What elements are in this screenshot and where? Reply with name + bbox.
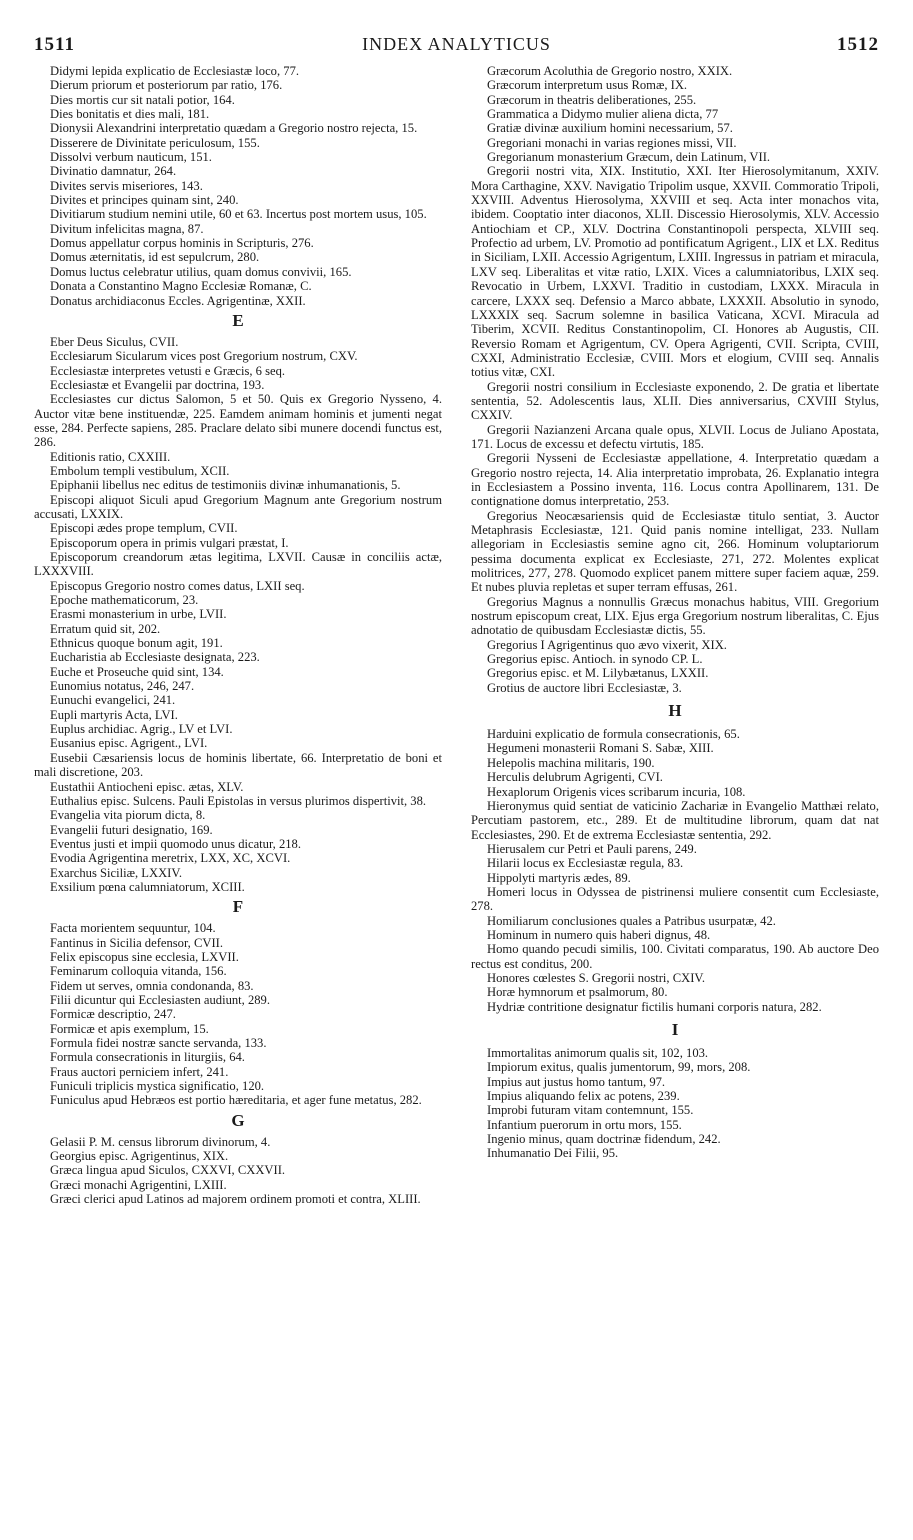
- index-entry: Fantinus in Sicilia defensor, CVII.: [50, 935, 223, 950]
- index-entry: Exarchus Siciliæ, LXXIV.: [50, 865, 182, 880]
- index-entry: Divitum infelicitas magna, 87.: [50, 221, 204, 236]
- index-entry: Gregorius Neocæsariensis quid de Ecclesiastæ titulo sentiat, 3. Auctor Metaphrasis Ecclesiastæ, 121. Quid panis nomine intelligat, 233. Nullam allegoriam in Ecclesiastis semine agno cit, 266. Hominum voluptariorum pessima documenta explicat ex Ecclesiaste, 271, 272. Molentes explicat molitrices, 277, 278. Quomodo explicet panem mittere super faciem aquæ, 259. Et nubes pluvia repletas et super terram effusas, 261.: [471, 508, 879, 595]
- index-entry: Formicæ et apis exemplum, 15.: [50, 1021, 209, 1036]
- right-column: [471, 64, 879, 1161]
- index-entry: Grotius de auctore libri Ecclesiastæ, 3.: [487, 680, 682, 695]
- section-letter: F: [232, 897, 244, 917]
- index-entry: Gratiæ divinæ auxilium homini necessarium, 57.: [487, 121, 733, 136]
- index-entry: Didymi lepida explicatio de Ecclesiastæ loco, 77.: [50, 64, 300, 78]
- index-entry: Episcoporum creandorum ætas legitima, LXVII. Causæ in conciliis actæ, LXXXVIII.: [34, 550, 442, 579]
- index-entry: Evangelii futuri designatio, 169.: [50, 822, 213, 837]
- index-entry: Felix episcopus sine ecclesia, LXVII.: [50, 949, 239, 964]
- index-entry: Donatus archidiaconus Eccles. Agrigentinæ, XXII.: [50, 293, 306, 308]
- index-entry: Helepolis machina militaris, 190.: [487, 755, 655, 770]
- index-entry: Evodia Agrigentina meretrix, LXX, XC, XCVI.: [50, 851, 291, 866]
- section-letter: H: [668, 701, 682, 721]
- index-entry: Herculis delubrum Agrigenti, CVI.: [487, 770, 663, 785]
- index-entry: Hegumeni monasterii Romani S. Sabæ, XIII.: [487, 741, 714, 756]
- index-entry: Græcorum in theatris deliberationes, 255.: [487, 92, 697, 107]
- index-entry: Domus æternitatis, id est sepulcrum, 280.: [50, 250, 260, 265]
- index-entry: Græci monachi Agrigentini, LXIII.: [50, 1177, 227, 1192]
- index-entry: Divinatio damnatur, 264.: [50, 164, 177, 179]
- index-entry: Donata a Constantino Magno Ecclesiæ Romanæ, C.: [50, 279, 312, 294]
- index-entry: Funiculi triplicis mystica significatio, 120.: [50, 1079, 265, 1094]
- index-entry: Gregorius Magnus a nonnullis Græcus monachus habitus, VIII. Gregorium nostrum episcopum creat, LIX. Ejus erga Gregorium nostrum liberalitas, C. Ejus adnotatio de quibusdam Ecclesiastæ dictis, 55.: [471, 594, 879, 638]
- index-entry: Editionis ratio, CXXIII.: [50, 449, 171, 464]
- index-entry: Eventus justi et impii quomodo unus dicatur, 218.: [50, 836, 302, 851]
- left-column: [34, 64, 442, 1206]
- index-entry: Episcoporum opera in primis vulgari præstat, I.: [50, 535, 289, 550]
- index-entry: Disserere de Divinitate periculosum, 155.: [50, 135, 260, 150]
- index-entry: Euche et Proseuche quid sint, 134.: [50, 664, 224, 679]
- index-entry: Impiorum exitus, qualis jumentorum, 99, mors, 208.: [487, 1060, 751, 1075]
- index-entry: Euplus archidiac. Agrig., LV et LVI.: [50, 722, 233, 737]
- index-entry: Ecclesiastes cur dictus Salomon, 5 et 50. Quis ex Gregorio Nysseno, 4. Auctor vitæ bene instituendæ, 225. Eamdem animam hominis et jumenti negat esse, 284. Perfecte sapiens, 285. Praclare delato sibi munere docendi functus est, 286.: [34, 392, 442, 450]
- index-entry: Gregorii nostri consilium in Ecclesiaste exponendo, 2. De gratia et libertate sententia, 52. Adolescentis laus, XLII. Dies anniversarius, CXVIII Stylus, CXXIV.: [471, 379, 879, 423]
- index-entry: Fidem ut serves, omnia condonanda, 83.: [50, 978, 254, 993]
- index-entry: Hierusalem cur Petri et Pauli parens, 249.: [487, 841, 697, 856]
- index-entry: Gregorius episc. et M. Lilybætanus, LXXII.: [487, 666, 709, 681]
- index-entry: Eber Deus Siculus, CVII.: [50, 334, 179, 349]
- index-entry: Gregorii Nazianzeni Arcana quale opus, XLVII. Locus de Juliano Apostata, 171. Locus de excessu et defectu virtutis, 185.: [471, 422, 879, 451]
- index-entry: Dissolvi verbum nauticum, 151.: [50, 150, 212, 165]
- index-entry: Hexaplorum Origenis vices scribarum incuria, 108.: [487, 784, 746, 799]
- index-entry: Divitiarum studium nemini utile, 60 et 63. Incertus post mortem usus, 105.: [50, 207, 427, 222]
- index-entry: Horæ hymnorum et psalmorum, 80.: [487, 985, 668, 1000]
- index-entry: Eucharistia ab Ecclesiaste designata, 223.: [50, 650, 260, 665]
- index-entry: Fraus auctori perniciem infert, 241.: [50, 1064, 229, 1079]
- index-entry: Eunomius notatus, 246, 247.: [50, 679, 195, 694]
- index-entry: Episcopus Gregorio nostro comes datus, LXII seq.: [50, 578, 305, 593]
- index-entry: Formula consecrationis in liturgiis, 64.: [50, 1050, 245, 1065]
- index-entry: Ecclesiastæ interpretes vetusti e Græcis, 6 seq.: [50, 363, 286, 378]
- index-entry: Gregorianum monasterium Græcum, dein Latinum, VII.: [487, 150, 771, 165]
- index-entry: Epiphanii libellus nec editus de testimoniis divinæ inhumanationis, 5.: [50, 478, 401, 493]
- index-entry: Erratum quid sit, 202.: [50, 621, 161, 636]
- index-entry: Gregoriani monachi in varias regiones missi, VII.: [487, 135, 737, 150]
- index-entry: Exsilium pœna calumniatorum, XCIII.: [50, 879, 245, 894]
- index-entry: Dierum priorum et posteriorum par ratio, 176.: [50, 78, 283, 93]
- index-entry: Erasmi monasterium in urbe, LVII.: [50, 607, 227, 622]
- index-entry: Eunuchi evangelici, 241.: [50, 693, 176, 708]
- index-entry: Honores cœlestes S. Gregorii nostri, CXIV.: [487, 970, 706, 985]
- index-entry: Domus luctus celebratur utilius, quam domus convivii, 165.: [50, 264, 352, 279]
- index-entry: Ingenio minus, quam doctrinæ fidendum, 242.: [487, 1132, 721, 1147]
- section-letter: I: [671, 1020, 679, 1039]
- index-entry: Gregorius I Agrigentinus quo ævo vixerit, XIX.: [487, 637, 727, 652]
- index-entry: Hydriæ contritione designatur fictilis humani corporis natura, 282.: [487, 999, 822, 1014]
- index-entry: Immortalitas animorum qualis sit, 102, 103.: [487, 1046, 709, 1060]
- index-entry: Episcopi aliquot Siculi apud Gregorium Magnum ante Gregorium nostrum accusati, LXXIX.: [34, 492, 442, 521]
- section-letter: E: [232, 310, 244, 330]
- index-entry: Georgius episc. Agrigentinus, XIX.: [50, 1149, 229, 1164]
- index-entry: Gregorii nostri vita, XIX. Institutio, XXI. Iter Hierosolymitanum, XXIV. Mora Carthagine, XXV. Navigatio Tripolim usque, XXVII. Commoratio Tripoli, XXVIII. Adventus Hierosolyma, XXVIII et seq. Acta inter monachos vita, ibidem. Cooptatio inter diaconos, XLII. Discessio Hierosolymis, XLV. Accessio Antiochiam et CP., XLV. Doctrina Constantinopoli perspecta, XLVIII seq. Profectio ad urbem, LV. Promotio ad pontificatum Agrigent., LIX et LX. Reditus in Siciliam, LXII. Accessio Agrigentum, LXIII. Ingressus in patriam et miracula, LXV seq. Liberalitas et vitæ ratio, LXIX. Vices a calumniatoribus, LXIX seq. Revocatio in Urbem, LXXVI. Traditio in custodiam, LXXX. Miracula in carcere, LXXX seq. Defensio a Marco abbate, LXXXII. Absolutio in synodo, LXXXIX seq. Sacrum solemne in basilica Vaticana, XCVI. Miracula ad Tiberim, XCVII. Reditus Constantinopolim, CI. Honores ab Augustis, CII. Reversio Romam et Agrigentum, CV. Opera Agrigenti, CVII. Scripta, CVIII, CXXI, Administratio Ecclesiæ, CVIII. Mors et elogium, CVIII seq. Annalis totius vitæ, CXI.: [471, 164, 879, 380]
- section-letter: G: [231, 1110, 245, 1130]
- index-entry: Dionysii Alexandrini interpretatio quædam a Gregorio nostro rejecta, 15.: [50, 121, 418, 136]
- index-entry: Gelasii P. M. census librorum divinorum, 4.: [50, 1134, 271, 1149]
- index-entry: Epoche mathematicorum, 23.: [50, 593, 199, 608]
- index-entry: Euthalius episc. Sulcens. Pauli Epistolas in versus plurimos dispertivit, 38.: [50, 793, 427, 808]
- index-entry: Dies bonitatis et dies mali, 181.: [50, 107, 210, 122]
- index-entry: Græci clerici apud Latinos ad majorem ordinem promoti et contra, XLIII.: [50, 1192, 421, 1207]
- running-title: INDEX ANALYTICUS: [362, 34, 551, 54]
- index-entry: Divites et principes quinam sint, 240.: [50, 193, 239, 208]
- index-entry: Evangelia vita piorum dicta, 8.: [50, 808, 206, 823]
- page-number-left: 1511: [34, 34, 75, 55]
- index-entry: Dies mortis cur sit natali potior, 164.: [50, 92, 235, 107]
- index-entry: Divites servis miseriores, 143.: [50, 178, 203, 193]
- index-entry: Ethnicus quoque bonum agit, 191.: [50, 636, 223, 651]
- index-entry: Gregorius episc. Antioch. in synodo CP. L.: [487, 652, 703, 667]
- index-entry: Eusanius episc. Agrigent., LVI.: [50, 736, 208, 751]
- index-entry: Græca lingua apud Siculos, CXXVI, CXXVII.: [50, 1163, 286, 1178]
- index-entry: Embolum templi vestibulum, XCII.: [50, 463, 230, 478]
- index-entry: Hippolyti martyris ædes, 89.: [487, 870, 631, 885]
- index-entry: Ecclesiastæ et Evangelii par doctrina, 193.: [50, 377, 265, 392]
- index-entry: Grammatica a Didymo mulier aliena dicta, 77: [487, 107, 719, 122]
- index-entry: Eusebii Cæsariensis locus de hominis libertate, 66. Interpretatio de boni et mali discretione, 203.: [34, 750, 442, 780]
- index-entry: Formula fidei nostræ sancte servanda, 133.: [50, 1036, 267, 1050]
- index-entry: Homeri locus in Odyssea de pistrinensi muliere consentit cum Ecclesiaste, 278.: [471, 884, 879, 914]
- index-entry: Domus appellatur corpus hominis in Scripturis, 276.: [50, 236, 314, 251]
- index-entry: Funiculus apud Hebræos est portio hæreditaria, et ager fune metatus, 282.: [50, 1093, 422, 1108]
- index-entry: Filii dicuntur qui Ecclesiasten audiunt, 289.: [50, 992, 271, 1007]
- index-entry: Eupli martyris Acta, LVI.: [50, 707, 178, 722]
- index-entry: Hominum in numero quis haberi dignus, 48.: [487, 927, 711, 942]
- index-entry: Formicæ descriptio, 247.: [50, 1007, 176, 1022]
- index-entry: Feminarum colloquia vitanda, 156.: [50, 964, 227, 979]
- index-entry: Infantium puerorum in ortu mors, 155.: [487, 1117, 682, 1132]
- index-entry: Gregorii Nysseni de Ecclesiastæ appellatione, 4. Interpretatio quædam a Gregorio nostro rejecta, 14. Alia interpretatio improbata, 26. Explanatio integra in Ecclesiastem a Possino inventa, 116. Locus contra Apollinarem, 131. De contignatione domus interpretatio, 253.: [471, 451, 879, 509]
- index-entry: Impius aut justus homo tantum, 97.: [487, 1074, 666, 1089]
- page-number-right: 1512: [837, 34, 879, 55]
- index-entry: Inhumanatio Dei Filii, 95.: [487, 1146, 619, 1161]
- index-entry: Improbi futuram vitam contemnunt, 155.: [487, 1103, 694, 1118]
- index-entry: Facta morientem sequuntur, 104.: [50, 921, 216, 936]
- index-entry: Hilarii locus ex Ecclesiastæ regula, 83.: [487, 856, 684, 871]
- index-entry: Homo quando pecudi similis, 100. Civitati comparatus, 190. Ab auctore Deo rectus est conditus, 200.: [471, 942, 879, 971]
- index-entry: Episcopi ædes prope templum, CVII.: [50, 521, 238, 536]
- index-entry: Eustathii Antiocheni episc. ætas, XLV.: [50, 779, 244, 794]
- index-entry: Impius aliquando felix ac potens, 239.: [487, 1089, 680, 1104]
- index-entry: Hieronymus quid sentiat de vaticinio Zachariæ in Evangelio Matthæi relato, Percutiam pastorem, etc., 289. Et de multitudine librorum, quam dat nat Ecclesiastes, 290. Et de extrema Ecclesiastæ sententia, 292.: [471, 798, 879, 842]
- index-entry: Homiliarum conclusiones quales a Patribus usurpatæ, 42.: [487, 913, 776, 928]
- running-header: [34, 34, 879, 58]
- index-entry: Græcorum Acoluthia de Gregorio nostro, XXIX.: [487, 64, 733, 78]
- index-entry: Harduini explicatio de formula consecrationis, 65.: [487, 727, 740, 742]
- index-entry: Ecclesiarum Sicularum vices post Gregorium nostrum, CXV.: [50, 349, 358, 364]
- index-entry: Græcorum interpretum usus Romæ, IX.: [487, 78, 688, 93]
